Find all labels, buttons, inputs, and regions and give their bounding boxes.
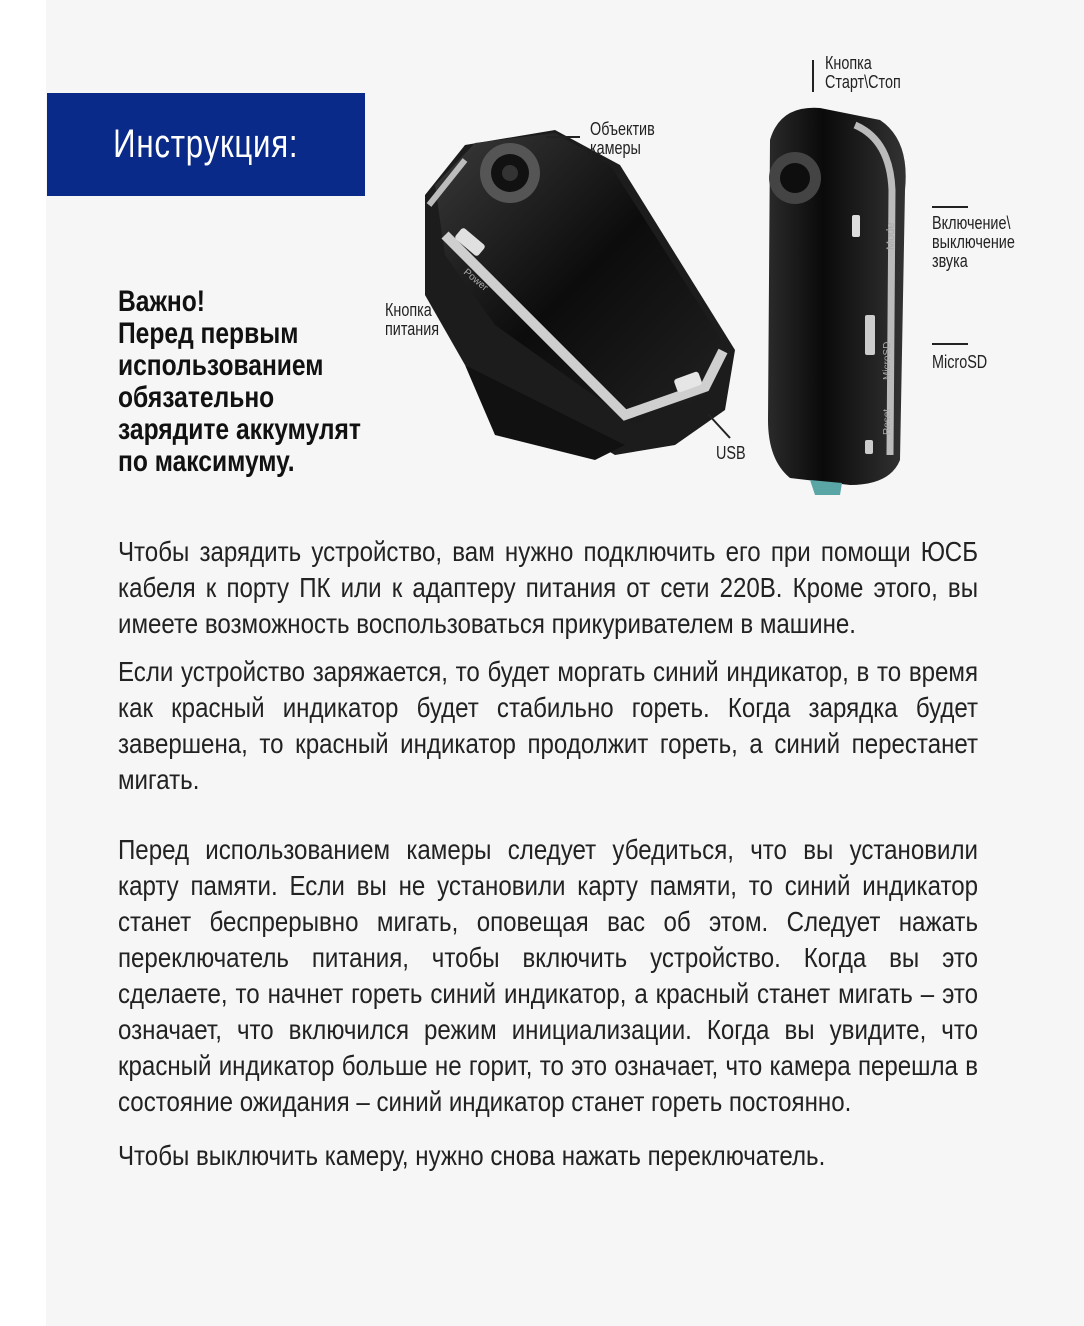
callout-line <box>546 136 580 138</box>
important-line: обязательно <box>118 381 275 414</box>
callout-power <box>385 301 439 339</box>
paragraph: Если устройство заряжается, то будет моргать синий индикатор, в то время как красный индикатор будет стабильно гореть. Когда зарядка будет завершена, то красный индикатор продолжит гореть, а синий перестанет мигать. <box>118 656 978 795</box>
device-label-power: Power <box>461 266 490 294</box>
callout-line <box>932 343 968 345</box>
device-label-mode: Mode <box>885 222 897 250</box>
callout-text: Кнопка <box>825 53 872 73</box>
callout-lens <box>590 120 655 158</box>
callout-text: Включение\ <box>932 213 1011 233</box>
callout-usb: USB <box>716 443 746 463</box>
callout-microsd: MicroSD <box>932 352 988 372</box>
page-title: Инструкция: <box>113 122 299 166</box>
important-line: зарядите аккумулят <box>118 413 361 446</box>
camera-front-illustration <box>405 125 750 470</box>
important-note <box>118 286 364 478</box>
callout-text: камеры <box>590 138 641 158</box>
callout-text: выключение <box>932 232 1015 252</box>
paragraph: Чтобы зарядить устройство, вам нужно подключить его при помощи ЮСБ кабеля к порту ПК или к адаптеру питания от сети 220В. Кроме этого, вы имеете возможность воспользоваться прикуривателем в машине. <box>118 536 978 639</box>
camera-side-illustration <box>760 100 920 495</box>
callout-sound <box>932 214 1015 271</box>
callout-text: питания <box>385 319 440 339</box>
important-line: Важно! <box>118 285 205 318</box>
device-label-reset: Reset <box>882 408 893 435</box>
callout-line <box>706 412 732 440</box>
important-line: использованием <box>118 349 324 382</box>
instructions-body <box>118 534 978 1186</box>
callout-start-stop <box>825 54 901 92</box>
paragraph: Чтобы выключить камеру, нужно снова нажать переключатель. <box>118 1140 826 1171</box>
title-banner <box>47 93 365 196</box>
callout-text: Кнопка <box>385 300 432 320</box>
callout-text: звука <box>932 251 968 271</box>
callout-line <box>812 60 814 92</box>
callout-text: Объектив <box>590 119 655 139</box>
paragraph: Перед использованием камеры следует убедиться, что вы установили карту памяти. Если вы не установили карту памяти, то синий индикатор станет беспрерывно мигать, оповещая вас об этом. Следует нажать переключатель питания, чтобы включить устройство. Когда вы это сделаете, то начнет гореть синий индикатор, а красный станет мигать – это означает, что включился режим инициализации. Когда вы увидите, что красный индикатор больше не горит, то это означает, что камера перешла в состояние ожидания – синий индикатор станет гореть постоянно. <box>118 834 978 1117</box>
important-line: Перед первым <box>118 317 299 350</box>
device-label-microsd: MicroSD <box>882 341 893 380</box>
important-line: по максимуму. <box>118 445 295 478</box>
callout-line <box>932 206 968 208</box>
callout-text: Старт\Стоп <box>825 72 901 92</box>
